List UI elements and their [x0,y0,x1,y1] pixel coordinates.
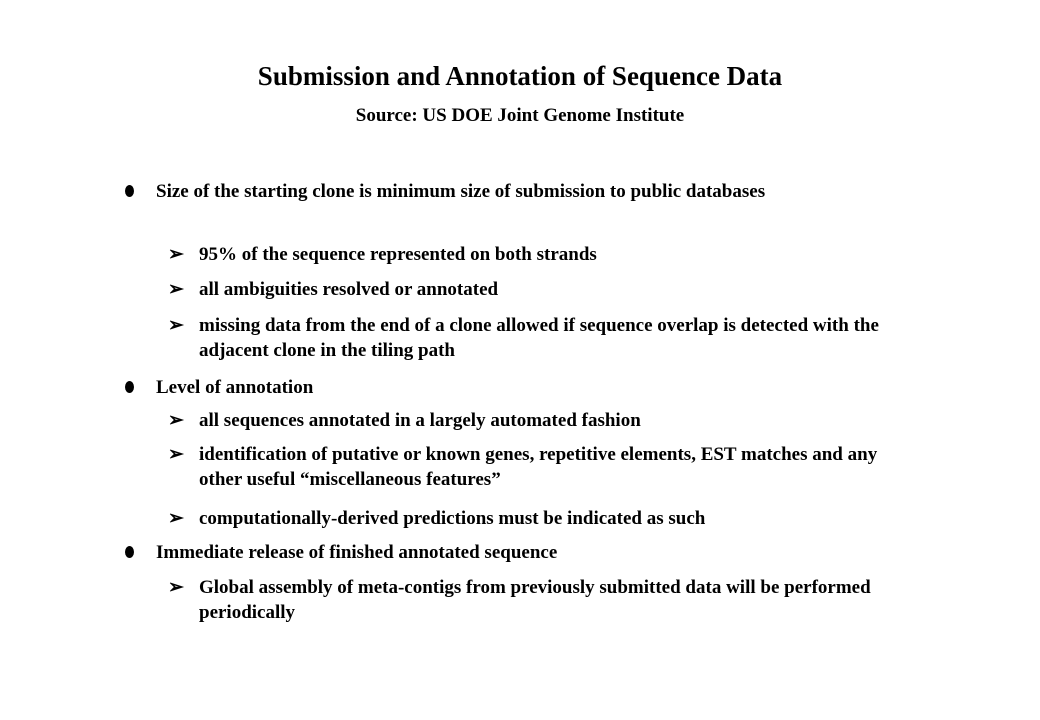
sub-bullet-item [168,242,919,267]
arrowhead-icon: ➢ [168,577,184,598]
arrowhead-icon: ➢ [168,279,184,300]
sub-bullet-text: missing data from the end of a clone allowed if sequence overlap is detected with the adjacent clone in the tiling path [199,315,879,361]
slide-title: Submission and Annotation of Sequence Data [257,61,783,91]
arrowhead-icon: ➢ [168,444,184,465]
sub-bullet-text: all ambiguities resolved or annotated [199,279,499,300]
bullet-item [156,540,856,565]
arrowhead-icon: ➢ [168,410,184,431]
bullet-item [156,179,856,204]
bullet-text: Size of the starting clone is minimum size of submission to public databases [156,181,766,202]
bullet-text: Level of annotation [156,377,314,398]
bullet-dot-icon [119,540,139,565]
sub-bullet-item [168,277,919,302]
sub-bullet-item [168,575,919,625]
arrowhead-icon: ➢ [168,244,184,265]
sub-bullet-text: computationally-derived predictions must be indicated as such [199,508,706,529]
bullet-item [156,375,856,400]
sub-bullet-item [168,506,919,531]
arrowhead-icon: ➢ [168,508,184,529]
sub-bullet-text: 95% of the sequence represented on both strands [199,244,597,265]
sub-bullet-text: Global assembly of meta-contigs from previously submitted data will be performed periodically [199,577,871,623]
bullet-text: Immediate release of finished annotated sequence [156,542,558,563]
bullet-dot-icon [119,375,139,400]
sub-bullet-text: identification of putative or known genes, repetitive elements, EST matches and any other useful “miscellaneous features” [199,444,878,490]
arrowhead-icon: ➢ [168,315,184,336]
sub-bullet-text: all sequences annotated in a largely automated fashion [199,410,641,431]
slide-subtitle: Source: US DOE Joint Genome Institute [355,105,685,126]
sub-bullet-item [168,442,919,492]
bullet-dot-icon [119,179,139,204]
sub-bullet-item [168,408,919,433]
sub-bullet-item [168,313,919,363]
